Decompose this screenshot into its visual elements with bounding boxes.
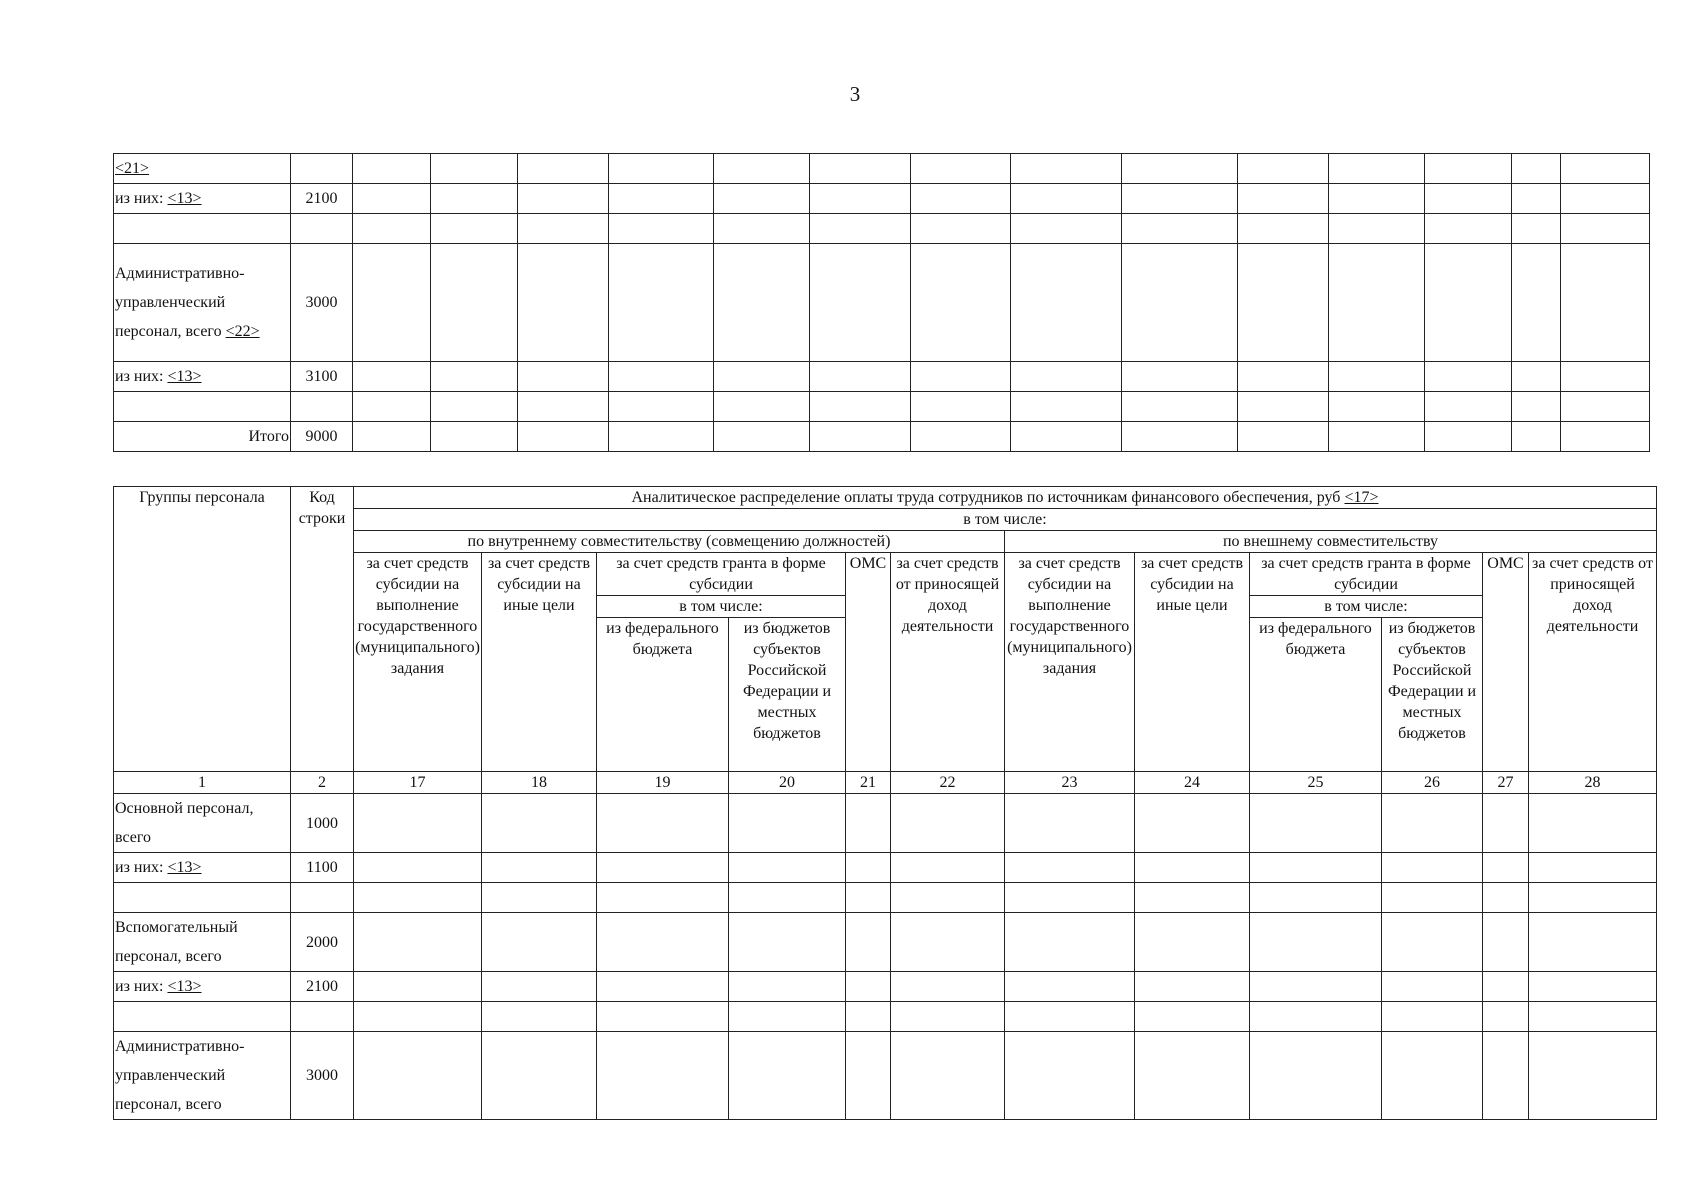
value-cell[interactable]	[354, 972, 482, 1002]
value-cell[interactable]	[714, 184, 810, 214]
value-cell[interactable]	[1135, 794, 1250, 853]
value-cell[interactable]	[911, 154, 1011, 184]
value-cell[interactable]	[353, 392, 431, 422]
value-cell[interactable]	[1483, 853, 1529, 883]
row-code	[291, 154, 353, 184]
row-label	[114, 154, 291, 184]
footnote-ref[interactable]: <17>	[1344, 489, 1379, 506]
value-cell[interactable]	[714, 214, 810, 244]
value-cell[interactable]	[714, 154, 810, 184]
column-number: 2	[291, 772, 354, 794]
row-label	[114, 853, 291, 883]
table-row	[114, 392, 1650, 422]
value-cell[interactable]	[353, 422, 431, 452]
value-cell[interactable]	[609, 214, 714, 244]
value-cell[interactable]	[1425, 244, 1512, 362]
column-numbers-row	[114, 772, 1657, 794]
column-number: 24	[1135, 772, 1250, 794]
column-number: 28	[1529, 772, 1657, 794]
row-label	[114, 392, 291, 422]
value-cell[interactable]	[1382, 794, 1483, 853]
table-row	[114, 1032, 1657, 1120]
header-regional-external: из бюджетов субъектов Российской Федерации и местных бюджетов	[1382, 618, 1483, 772]
value-cell[interactable]	[846, 853, 891, 883]
value-cell[interactable]	[1005, 1032, 1135, 1120]
column-number: 22	[891, 772, 1005, 794]
value-cell[interactable]	[911, 392, 1011, 422]
value-cell[interactable]	[846, 913, 891, 972]
header-state-task-internal: за счет средств субсидии на выполнение государственного (муниципального) задания	[354, 553, 482, 772]
value-cell[interactable]	[1238, 184, 1329, 214]
row-label-text: из них:	[115, 978, 168, 995]
value-cell[interactable]	[1250, 913, 1382, 972]
value-cell[interactable]	[431, 184, 518, 214]
value-cell[interactable]	[1005, 883, 1135, 913]
value-cell[interactable]	[810, 362, 911, 392]
row-label-text: Основной персонал, всего	[115, 800, 254, 846]
value-cell[interactable]	[431, 392, 518, 422]
table-row	[114, 794, 1657, 853]
value-cell[interactable]	[1529, 794, 1657, 853]
value-cell[interactable]	[1238, 214, 1329, 244]
value-cell[interactable]	[354, 1032, 482, 1120]
value-cell[interactable]	[911, 244, 1011, 362]
value-cell[interactable]	[1529, 1002, 1657, 1032]
value-cell[interactable]	[1382, 883, 1483, 913]
value-cell[interactable]	[1512, 392, 1561, 422]
value-cell[interactable]	[729, 1002, 846, 1032]
value-cell[interactable]	[518, 184, 609, 214]
value-cell[interactable]	[810, 154, 911, 184]
value-cell[interactable]	[354, 883, 482, 913]
value-cell[interactable]	[1561, 422, 1650, 452]
header-other-goals-internal: за счет средств субсидии на иные цели	[482, 553, 597, 772]
value-cell[interactable]	[1483, 883, 1529, 913]
value-cell[interactable]	[1122, 244, 1238, 362]
value-cell[interactable]	[1561, 244, 1650, 362]
value-cell[interactable]	[1483, 1032, 1529, 1120]
value-cell[interactable]	[353, 362, 431, 392]
value-cell[interactable]	[1329, 244, 1425, 362]
bottom-table	[113, 486, 1657, 1120]
value-cell[interactable]	[1250, 883, 1382, 913]
value-cell[interactable]	[1122, 422, 1238, 452]
value-cell[interactable]	[1483, 913, 1529, 972]
value-cell[interactable]	[911, 214, 1011, 244]
value-cell[interactable]	[810, 214, 911, 244]
table-row	[114, 362, 1650, 392]
value-cell[interactable]	[1512, 362, 1561, 392]
value-cell[interactable]	[1529, 853, 1657, 883]
column-number: 1	[114, 772, 291, 794]
footnote-ref[interactable]: <22>	[225, 323, 260, 340]
value-cell[interactable]	[810, 422, 911, 452]
value-cell[interactable]	[518, 154, 609, 184]
header-federal-external: из федерального бюджета	[1250, 618, 1382, 772]
value-cell[interactable]	[729, 913, 846, 972]
value-cell[interactable]	[911, 184, 1011, 214]
table-row	[114, 214, 1650, 244]
value-cell[interactable]	[846, 1002, 891, 1032]
row-label-text: из них:	[115, 190, 168, 207]
column-number: 17	[354, 772, 482, 794]
value-cell[interactable]	[1135, 883, 1250, 913]
value-cell[interactable]	[1561, 392, 1650, 422]
row-label-text: Административно-управленческий персонал, всего	[115, 265, 245, 340]
row-code: 2100	[291, 184, 353, 214]
value-cell[interactable]	[1329, 184, 1425, 214]
row-code: 1100	[291, 853, 354, 883]
value-cell[interactable]	[354, 794, 482, 853]
row-code	[291, 883, 354, 913]
row-code	[291, 214, 353, 244]
value-cell[interactable]	[1529, 913, 1657, 972]
value-cell[interactable]	[482, 794, 597, 853]
value-cell[interactable]	[714, 362, 810, 392]
row-code	[291, 392, 353, 422]
value-cell[interactable]	[1425, 214, 1512, 244]
row-label	[114, 794, 291, 853]
footnote-ref[interactable]: <13>	[167, 190, 202, 207]
table-row	[114, 972, 1657, 1002]
value-cell[interactable]	[1329, 362, 1425, 392]
value-cell[interactable]	[1005, 913, 1135, 972]
value-cell[interactable]	[729, 853, 846, 883]
header-grant-internal: за счет средств гранта в форме субсидии	[597, 553, 846, 596]
value-cell[interactable]	[1135, 1002, 1250, 1032]
value-cell[interactable]	[597, 853, 729, 883]
value-cell[interactable]	[1561, 154, 1650, 184]
value-cell[interactable]	[1512, 422, 1561, 452]
value-cell[interactable]	[518, 244, 609, 362]
value-cell[interactable]	[354, 913, 482, 972]
value-cell[interactable]	[1011, 362, 1122, 392]
column-number: 19	[597, 772, 729, 794]
value-cell[interactable]	[482, 1032, 597, 1120]
value-cell[interactable]	[518, 392, 609, 422]
header-main: Аналитическое распределение оплаты труда сотрудников по источникам финансового обеспечения, руб <17>	[354, 487, 1657, 509]
value-cell[interactable]	[1382, 972, 1483, 1002]
value-cell[interactable]	[431, 362, 518, 392]
value-cell[interactable]	[482, 1002, 597, 1032]
value-cell[interactable]	[846, 794, 891, 853]
value-cell[interactable]	[1238, 422, 1329, 452]
value-cell[interactable]	[846, 883, 891, 913]
value-cell[interactable]	[1382, 1032, 1483, 1120]
row-label-text: Итого	[248, 428, 289, 445]
row-label	[114, 362, 291, 392]
row-label	[114, 883, 291, 913]
value-cell[interactable]	[729, 794, 846, 853]
row-code: 3000	[291, 244, 353, 362]
top-table	[113, 153, 1650, 452]
table-row	[114, 883, 1657, 913]
value-cell[interactable]	[891, 853, 1005, 883]
value-cell[interactable]	[911, 422, 1011, 452]
value-cell[interactable]	[1005, 853, 1135, 883]
row-label	[114, 913, 291, 972]
value-cell[interactable]	[714, 422, 810, 452]
value-cell[interactable]	[609, 362, 714, 392]
value-cell[interactable]	[1529, 1032, 1657, 1120]
column-number: 18	[482, 772, 597, 794]
value-cell[interactable]	[518, 214, 609, 244]
value-cell[interactable]	[609, 244, 714, 362]
value-cell[interactable]	[354, 1002, 482, 1032]
value-cell[interactable]	[1329, 422, 1425, 452]
value-cell[interactable]	[1122, 392, 1238, 422]
table-row	[114, 184, 1650, 214]
value-cell[interactable]	[431, 422, 518, 452]
footnote-ref[interactable]: <13>	[167, 978, 202, 995]
table-row	[114, 422, 1650, 452]
value-cell[interactable]	[1561, 184, 1650, 214]
row-code: 2000	[291, 913, 354, 972]
header-grant-incl-external: в том числе:	[1250, 596, 1483, 618]
value-cell[interactable]	[729, 972, 846, 1002]
footnote-ref[interactable]: <21>	[115, 160, 150, 177]
header-internal: по внутреннему совместительству (совмещению должностей)	[354, 531, 1005, 553]
row-code: 3000	[291, 1032, 354, 1120]
value-cell[interactable]	[1238, 244, 1329, 362]
table-row	[114, 244, 1650, 362]
value-cell[interactable]	[1529, 972, 1657, 1002]
value-cell[interactable]	[1122, 214, 1238, 244]
value-cell[interactable]	[1135, 853, 1250, 883]
value-cell[interactable]	[1425, 184, 1512, 214]
value-cell[interactable]	[354, 853, 482, 883]
value-cell[interactable]	[1382, 1002, 1483, 1032]
value-cell[interactable]	[714, 392, 810, 422]
header-grant-incl-internal: в том числе:	[597, 596, 846, 618]
header-external: по внешнему совместительству	[1005, 531, 1657, 553]
value-cell[interactable]	[810, 244, 911, 362]
row-label	[114, 972, 291, 1002]
value-cell[interactable]	[1561, 362, 1650, 392]
footnote-ref[interactable]: <13>	[167, 859, 202, 876]
value-cell[interactable]	[1483, 972, 1529, 1002]
column-number: 25	[1250, 772, 1382, 794]
value-cell[interactable]	[482, 853, 597, 883]
footnote-ref[interactable]: <13>	[167, 368, 202, 385]
header-regional-internal: из бюджетов субъектов Российской Федерации и местных бюджетов	[729, 618, 846, 772]
value-cell[interactable]	[431, 154, 518, 184]
header-federal-internal: из федерального бюджета	[597, 618, 729, 772]
value-cell[interactable]	[1005, 1002, 1135, 1032]
value-cell[interactable]	[609, 184, 714, 214]
value-cell[interactable]	[609, 154, 714, 184]
header-state-task-external: за счет средств субсидии на выполнение государственного (муниципального) задания	[1005, 553, 1135, 772]
value-cell[interactable]	[1238, 392, 1329, 422]
value-cell[interactable]	[846, 972, 891, 1002]
value-cell[interactable]	[482, 913, 597, 972]
value-cell[interactable]	[1005, 972, 1135, 1002]
value-cell[interactable]	[1135, 1032, 1250, 1120]
value-cell[interactable]	[353, 184, 431, 214]
value-cell[interactable]	[1238, 362, 1329, 392]
value-cell[interactable]	[431, 244, 518, 362]
row-label	[114, 1032, 291, 1120]
value-cell[interactable]	[729, 1032, 846, 1120]
value-cell[interactable]	[597, 883, 729, 913]
row-label-text: Административно-управленческий персонал, всего	[115, 1038, 245, 1113]
value-cell[interactable]	[1135, 972, 1250, 1002]
row-code: 1000	[291, 794, 354, 853]
value-cell[interactable]	[1483, 794, 1529, 853]
value-cell[interactable]	[891, 1032, 1005, 1120]
value-cell[interactable]	[1250, 1002, 1382, 1032]
value-cell[interactable]	[597, 972, 729, 1002]
table-row	[114, 154, 1650, 184]
table-row	[114, 1002, 1657, 1032]
header-code: Код строки	[291, 487, 354, 772]
value-cell[interactable]	[1005, 794, 1135, 853]
row-code	[291, 1002, 354, 1032]
value-cell[interactable]	[1250, 794, 1382, 853]
value-cell[interactable]	[1011, 214, 1122, 244]
value-cell[interactable]	[609, 422, 714, 452]
value-cell[interactable]	[597, 1032, 729, 1120]
header-oms-external: ОМС	[1483, 553, 1529, 772]
value-cell[interactable]	[1425, 422, 1512, 452]
value-cell[interactable]	[729, 883, 846, 913]
value-cell[interactable]	[1329, 214, 1425, 244]
value-cell[interactable]	[810, 184, 911, 214]
value-cell[interactable]	[482, 883, 597, 913]
value-cell[interactable]	[1250, 972, 1382, 1002]
header-income-internal: за счет средств от приносящей доход деятельности	[891, 553, 1005, 772]
row-label	[114, 1002, 291, 1032]
header-other-goals-external: за счет средств субсидии на иные цели	[1135, 553, 1250, 772]
value-cell[interactable]	[1529, 883, 1657, 913]
value-cell[interactable]	[1122, 154, 1238, 184]
header-oms-internal: ОМС	[846, 553, 891, 772]
row-label-text: из них:	[115, 368, 168, 385]
value-cell[interactable]	[810, 392, 911, 422]
row-code: 9000	[291, 422, 353, 452]
value-cell[interactable]	[1425, 154, 1512, 184]
row-label	[114, 422, 291, 452]
value-cell[interactable]	[714, 244, 810, 362]
header-grant-external: за счет средств гранта в форме субсидии	[1250, 553, 1483, 596]
row-code: 3100	[291, 362, 353, 392]
value-cell[interactable]	[597, 1002, 729, 1032]
header-incl: в том числе:	[354, 509, 1657, 531]
value-cell[interactable]	[1425, 362, 1512, 392]
header-groups: Группы персонала	[114, 487, 291, 772]
value-cell[interactable]	[597, 794, 729, 853]
value-cell[interactable]	[482, 972, 597, 1002]
value-cell[interactable]	[1135, 913, 1250, 972]
value-cell[interactable]	[1011, 184, 1122, 214]
row-label-text: Вспомогательный персонал, всего	[115, 919, 238, 965]
table-row	[114, 853, 1657, 883]
column-number: 23	[1005, 772, 1135, 794]
value-cell[interactable]	[1250, 1032, 1382, 1120]
value-cell[interactable]	[353, 154, 431, 184]
column-number: 26	[1382, 772, 1483, 794]
value-cell[interactable]	[1238, 154, 1329, 184]
row-code: 2100	[291, 972, 354, 1002]
row-label	[114, 214, 291, 244]
value-cell[interactable]	[1382, 913, 1483, 972]
value-cell[interactable]	[1122, 362, 1238, 392]
value-cell[interactable]	[846, 1032, 891, 1120]
column-number: 27	[1483, 772, 1529, 794]
row-label	[114, 244, 291, 362]
value-cell[interactable]	[1512, 214, 1561, 244]
value-cell[interactable]	[1122, 184, 1238, 214]
value-cell[interactable]	[1382, 853, 1483, 883]
table-row	[114, 913, 1657, 972]
value-cell[interactable]	[891, 972, 1005, 1002]
column-number: 21	[846, 772, 891, 794]
value-cell[interactable]	[1011, 154, 1122, 184]
value-cell[interactable]	[891, 794, 1005, 853]
value-cell[interactable]	[609, 392, 714, 422]
value-cell[interactable]	[891, 883, 1005, 913]
value-cell[interactable]	[518, 362, 609, 392]
value-cell[interactable]	[1011, 392, 1122, 422]
value-cell[interactable]	[1425, 392, 1512, 422]
value-cell[interactable]	[1561, 214, 1650, 244]
value-cell[interactable]	[1329, 154, 1425, 184]
value-cell[interactable]	[353, 244, 431, 362]
value-cell[interactable]	[1329, 392, 1425, 422]
value-cell[interactable]	[1011, 422, 1122, 452]
value-cell[interactable]	[431, 214, 518, 244]
value-cell[interactable]	[518, 422, 609, 452]
page-number: 3	[849, 82, 861, 106]
value-cell[interactable]	[891, 913, 1005, 972]
value-cell[interactable]	[1512, 244, 1561, 362]
value-cell[interactable]	[1483, 1002, 1529, 1032]
header-income-external: за счет средств от приносящей доход деятельности	[1529, 553, 1657, 772]
value-cell[interactable]	[597, 913, 729, 972]
value-cell[interactable]	[1512, 184, 1561, 214]
value-cell[interactable]	[1011, 244, 1122, 362]
row-label	[114, 184, 291, 214]
row-label-text: из них:	[115, 859, 168, 876]
value-cell[interactable]	[353, 214, 431, 244]
value-cell[interactable]	[1250, 853, 1382, 883]
value-cell[interactable]	[911, 362, 1011, 392]
value-cell[interactable]	[1512, 154, 1561, 184]
column-number: 20	[729, 772, 846, 794]
value-cell[interactable]	[891, 1002, 1005, 1032]
